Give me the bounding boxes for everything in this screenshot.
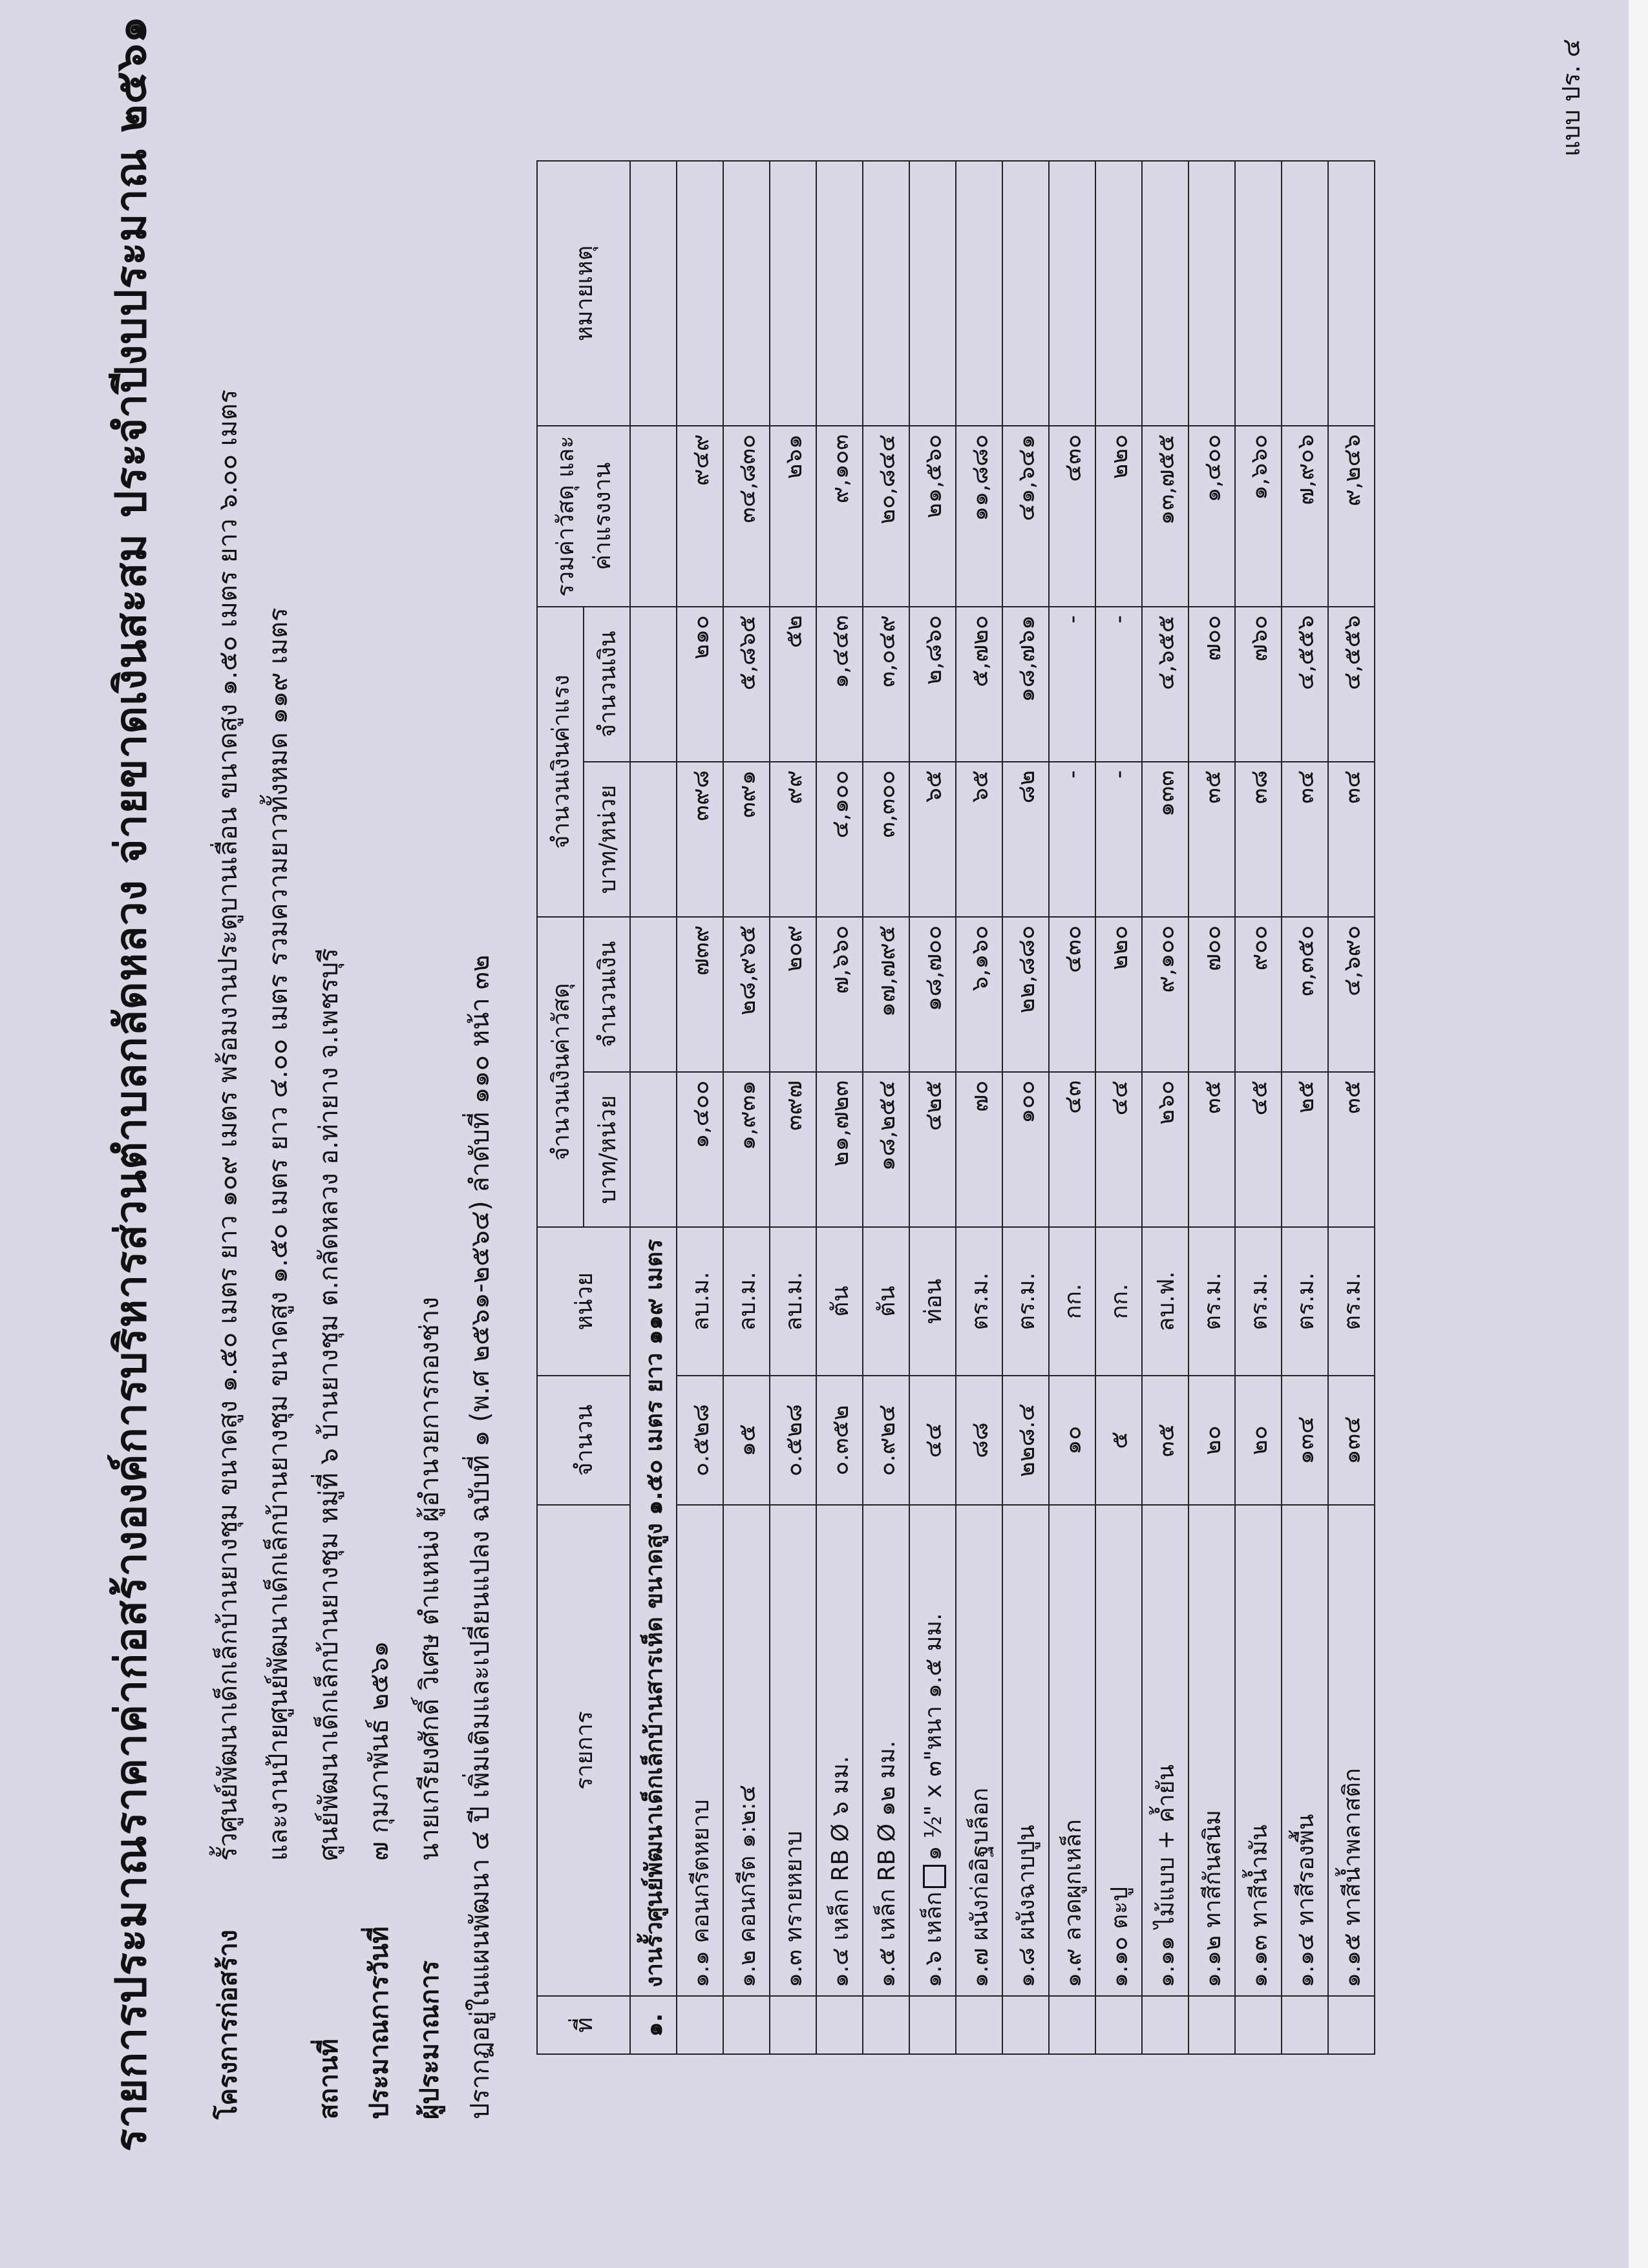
location-row bbox=[308, 390, 349, 2119]
row-remark bbox=[1188, 161, 1235, 426]
row-labor-amount: ๕,๘๖๕ bbox=[723, 607, 770, 762]
row-labor-unit-price: ๓๙๘ bbox=[677, 762, 723, 917]
row-item: ๑.๕ เหล็ก RB Ø ๑๒ มม. bbox=[863, 1505, 909, 1996]
row-unit: ท่อน bbox=[909, 1227, 956, 1376]
row-labor-unit-price: ๓๘ bbox=[1235, 762, 1282, 917]
square-section-icon bbox=[923, 1865, 946, 1888]
estimator-label: ผู้ประมาณการ bbox=[415, 1960, 445, 2119]
row-item: ๑.๑๓ ทาสีน้ำมัน bbox=[1235, 1505, 1282, 1996]
row-qty: ๒๐ bbox=[1188, 1376, 1235, 1505]
row-qty: ๑๓๔ bbox=[1282, 1376, 1328, 1505]
row-unit: ตร.ม. bbox=[1328, 1227, 1375, 1376]
form-code: แบบ ปร. ๔ bbox=[1557, 39, 1585, 157]
header-total: รวมค่าวัสดุ และ ค่าแรงงาน bbox=[537, 426, 630, 607]
row-total: ๔๓๐ bbox=[1049, 426, 1095, 607]
row-unit: ลบ.ฟ. bbox=[1142, 1227, 1188, 1376]
row-remark bbox=[1002, 161, 1049, 426]
row-material-amount: ๗๐๐ bbox=[1188, 917, 1235, 1072]
row-unit: ตร.ม. bbox=[956, 1227, 1002, 1376]
row-unit: ลบ.ม. bbox=[723, 1227, 770, 1376]
row-item: ๑.๙ ลวดผูกเหล็ก bbox=[1049, 1505, 1095, 1996]
row-total: ๑๑,๘๘๐ bbox=[956, 426, 1002, 607]
row-material-amount: ๙,๑๐๐ bbox=[1142, 917, 1188, 1072]
row-unit: ตร.ม. bbox=[1235, 1227, 1282, 1376]
header-no: ที่ bbox=[537, 1996, 630, 2054]
section-no: ๑. bbox=[630, 1996, 677, 2054]
project-label: โครงการก่อสร้าง bbox=[213, 1929, 243, 2119]
row-no bbox=[1002, 1996, 1049, 2054]
row-labor-unit-price: ๖๕ bbox=[909, 762, 956, 917]
row-labor-amount: ๒๑๐ bbox=[677, 607, 723, 762]
row-labor-amount: ๕๒ bbox=[770, 607, 816, 762]
row-qty: ๑๐ bbox=[1049, 1376, 1095, 1505]
row-item: ๑.๑๒ ทาสีกันสนิม bbox=[1188, 1505, 1235, 1996]
table-row bbox=[723, 161, 770, 2054]
table-row bbox=[1095, 161, 1142, 2054]
row-remark bbox=[956, 161, 1002, 426]
row-remark bbox=[723, 161, 770, 426]
table-row bbox=[1282, 161, 1328, 2054]
date-label: ประมาณการวันที่ bbox=[364, 1926, 394, 2119]
row-qty: ๐.๕๒๘ bbox=[770, 1376, 816, 1505]
row-qty: ๑๕ bbox=[723, 1376, 770, 1505]
row-item: ๑.๑ คอนกรีตหยาบ bbox=[677, 1505, 723, 1996]
row-labor-amount: ๗๖๐ bbox=[1235, 607, 1282, 762]
row-material-unit-price: ๓๕ bbox=[1328, 1072, 1375, 1227]
table-row bbox=[1328, 161, 1375, 2054]
header-material: จำนวนเงินค่าวัสดุ bbox=[537, 917, 584, 1227]
row-item: ๑.๗ ผนังก่ออิฐบล็อก bbox=[956, 1505, 1002, 1996]
row-labor-unit-price: - bbox=[1049, 762, 1095, 917]
row-total: ๔๑,๖๔๑ bbox=[1002, 426, 1049, 607]
row-unit: ลบ.ม. bbox=[770, 1227, 816, 1376]
table-row bbox=[1235, 161, 1282, 2054]
row-no bbox=[1235, 1996, 1282, 2054]
table-row bbox=[909, 161, 956, 2054]
row-remark bbox=[1095, 161, 1142, 426]
row-qty: ๐.๙๒๔ bbox=[863, 1376, 909, 1505]
row-remark bbox=[1328, 161, 1375, 426]
row-qty: ๑๓๔ bbox=[1328, 1376, 1375, 1505]
row-item: ๑.๘ ผนังฉาบปูน bbox=[1002, 1505, 1049, 1996]
row-material-unit-price: ๑๐๐ bbox=[1002, 1072, 1049, 1227]
table-row bbox=[863, 161, 909, 2054]
row-material-unit-price: ๒๖๐ bbox=[1142, 1072, 1188, 1227]
row-total: ๒๑,๕๖๐ bbox=[909, 426, 956, 607]
row-labor-amount: ๓,๐๔๙ bbox=[863, 607, 909, 762]
row-material-unit-price: ๑,๔๐๐ bbox=[677, 1072, 723, 1227]
row-material-amount: ๙๐๐ bbox=[1235, 917, 1282, 1072]
row-total: ๙,๒๔๖ bbox=[1328, 426, 1375, 607]
row-labor-unit-price: ๓๙๑ bbox=[723, 762, 770, 917]
row-total: ๑๓,๗๕๕ bbox=[1142, 426, 1188, 607]
row-labor-amount: ๗๐๐ bbox=[1188, 607, 1235, 762]
row-labor-amount: - bbox=[1049, 607, 1095, 762]
row-item: ๑.๔ เหล็ก RB Ø ๖ มม. bbox=[816, 1505, 863, 1996]
row-remark bbox=[863, 161, 909, 426]
row-material-unit-price: ๓๙๗ bbox=[770, 1072, 816, 1227]
row-no bbox=[1049, 1996, 1095, 2054]
row-labor-unit-price: ๖๕ bbox=[956, 762, 1002, 917]
date-row bbox=[358, 390, 399, 2119]
row-material-amount: ๑๗,๗๙๕ bbox=[863, 917, 909, 1072]
row-unit: ตร.ม. bbox=[1002, 1227, 1049, 1376]
project-row bbox=[207, 390, 248, 2119]
header-labor: จำนวนเงินค่าแรง bbox=[537, 607, 584, 917]
row-qty: ๐.๓๕๒ bbox=[816, 1376, 863, 1505]
row-total: ๒๒๐ bbox=[1095, 426, 1142, 607]
row-no bbox=[1328, 1996, 1375, 2054]
row-unit: กก. bbox=[1095, 1227, 1142, 1376]
row-no bbox=[909, 1996, 956, 2054]
header-material-unit-price: บาท/หน่วย bbox=[584, 1072, 630, 1227]
project-row-cont bbox=[257, 390, 299, 2119]
row-remark bbox=[816, 161, 863, 426]
row-labor-unit-price: - bbox=[1095, 762, 1142, 917]
row-labor-unit-price: ๘๒ bbox=[1002, 762, 1049, 917]
table-row bbox=[1049, 161, 1095, 2054]
estimator-value: นายเกรียงศักดิ์ วิเศษ ตำแหน่ง ผู้อำนวยการกองช่าง bbox=[415, 1297, 445, 1861]
header-qty: จำนวน bbox=[537, 1376, 630, 1505]
header-labor-unit-price: บาท/หน่วย bbox=[584, 762, 630, 917]
row-labor-amount: ๑๘,๗๖๑ bbox=[1002, 607, 1049, 762]
section-row bbox=[630, 161, 677, 2054]
section-title: งานรั้วศูนย์พัฒนาเด็กเล็กบ้านสารเห็ด ขนาดสูง ๑.๕๐ เมตร ยาว ๑๑๙ เมตร bbox=[630, 1227, 677, 1996]
cost-table bbox=[536, 160, 1375, 2055]
row-qty: ๘๘ bbox=[956, 1376, 1002, 1505]
row-labor-unit-price: ๔,๑๐๐ bbox=[816, 762, 863, 917]
row-item: ๑.๑๔ ทาสีรองพื้น bbox=[1282, 1505, 1328, 1996]
location-value: ศูนย์พัฒนาเด็กเล็กบ้านยางชุม หมู่ที่ ๖ บ้านยางชุม ต.กลัดหลวง อ.ท่ายาง จ.เพชรบุรี bbox=[314, 948, 344, 1861]
row-labor-unit-price: ๓๔ bbox=[1282, 762, 1328, 917]
row-item: ๑.๑๑ ไม้แบบ + ค้ำยัน bbox=[1142, 1505, 1188, 1996]
row-labor-amount: ๔,๕๕๖ bbox=[1282, 607, 1328, 762]
row-total: ๓๔,๘๓๐ bbox=[723, 426, 770, 607]
row-remark bbox=[1235, 161, 1282, 426]
row-material-unit-price: ๓๕ bbox=[1188, 1072, 1235, 1227]
table-row bbox=[1002, 161, 1049, 2054]
row-qty: ๔๔ bbox=[909, 1376, 956, 1505]
row-material-unit-price: ๔๕ bbox=[1235, 1072, 1282, 1227]
row-item: ๑.๑๕ ทาสีน้ำพลาสติก bbox=[1328, 1505, 1375, 1996]
row-total: ๗,๙๐๖ bbox=[1282, 426, 1328, 607]
row-total: ๙,๑๐๓ bbox=[816, 426, 863, 607]
row-material-amount: ๒๐๙ bbox=[770, 917, 816, 1072]
row-total: ๒๖๑ bbox=[770, 426, 816, 607]
table-row bbox=[1142, 161, 1188, 2054]
row-material-unit-price: ๑๘,๒๕๔ bbox=[863, 1072, 909, 1227]
row-total: ๑,๔๐๐ bbox=[1188, 426, 1235, 607]
row-material-unit-price: ๒๕ bbox=[1282, 1072, 1328, 1227]
row-total: ๙๔๙ bbox=[677, 426, 723, 607]
row-no bbox=[1282, 1996, 1328, 2054]
project-value: รั้วศูนย์พัฒนาเด็กเล็กบ้านยางชุม ขนาดสูง ๑.๕๐ เมตร ยาว ๑๐๙ เมตร พร้อมงานประตูบานเลื่อน ขนาดสูง ๑.๕๐ เมตร ยาว ๖.๐๐ เมตร bbox=[213, 389, 243, 1861]
row-material-amount: ๑๘,๗๐๐ bbox=[909, 917, 956, 1072]
row-qty: ๕ bbox=[1095, 1376, 1142, 1505]
row-labor-amount: ๔,๖๕๕ bbox=[1142, 607, 1188, 762]
row-unit: ลบ.ม. bbox=[677, 1227, 723, 1376]
row-remark bbox=[1282, 161, 1328, 426]
table-row bbox=[816, 161, 863, 2054]
row-labor-amount: ๕,๗๒๐ bbox=[956, 607, 1002, 762]
header-item: รายการ bbox=[537, 1505, 630, 1996]
row-item: ๑.๒ คอนกรีต ๑:๒:๔ bbox=[723, 1505, 770, 1996]
table-row bbox=[677, 161, 723, 2054]
row-remark bbox=[677, 161, 723, 426]
table-row bbox=[770, 161, 816, 2054]
row-qty: ๐.๕๒๘ bbox=[677, 1376, 723, 1505]
row-material-amount: ๒๒,๘๘๐ bbox=[1002, 917, 1049, 1072]
header-unit: หน่วย bbox=[537, 1227, 630, 1376]
row-labor-unit-price: ๑๓๓ bbox=[1142, 762, 1188, 917]
row-material-amount: ๔,๖๙๐ bbox=[1328, 917, 1375, 1072]
row-material-unit-price: ๑,๙๓๑ bbox=[723, 1072, 770, 1227]
row-labor-amount: ๒,๘๖๐ bbox=[909, 607, 956, 762]
row-qty: ๒๐ bbox=[1235, 1376, 1282, 1505]
row-material-amount: ๗,๖๖๐ bbox=[816, 917, 863, 1072]
row-material-unit-price: ๒๑,๗๒๓ bbox=[816, 1072, 863, 1227]
row-total: ๑,๖๖๐ bbox=[1235, 426, 1282, 607]
row-labor-unit-price: ๙๙ bbox=[770, 762, 816, 917]
row-unit: ตัน bbox=[863, 1227, 909, 1376]
plan-row bbox=[459, 390, 500, 2119]
date-value: ๗ กุมภาพันธ์ ๒๕๖๑ bbox=[364, 1641, 394, 1861]
row-no bbox=[816, 1996, 863, 2054]
header-remark: หมายเหตุ bbox=[537, 161, 630, 426]
row-material-unit-price: ๔๓ bbox=[1049, 1072, 1095, 1227]
estimator-row bbox=[408, 390, 450, 2119]
row-no bbox=[1142, 1996, 1188, 2054]
row-unit: ตร.ม. bbox=[1282, 1227, 1328, 1376]
row-labor-amount: ๑,๔๔๓ bbox=[816, 607, 863, 762]
row-labor-amount: ๔,๕๕๖ bbox=[1328, 607, 1375, 762]
row-no bbox=[956, 1996, 1002, 2054]
row-material-amount: ๔๓๐ bbox=[1049, 917, 1095, 1072]
row-remark bbox=[770, 161, 816, 426]
row-unit: ตร.ม. bbox=[1188, 1227, 1235, 1376]
row-no bbox=[770, 1996, 816, 2054]
row-item: ๑.๓ ทรายหยาบ bbox=[770, 1505, 816, 1996]
project-info bbox=[207, 390, 509, 2119]
project-value-cont: และงานป้ายศูนย์พัฒนาเด็กเล็กบ้านยางชุม ขนาดสูง ๑.๕๐ เมตร ยาว ๔.๐๐ เมตร รวมความยาวทั้งหมด ๑๑๙ เมตร bbox=[264, 607, 293, 1861]
table-row bbox=[956, 161, 1002, 2054]
row-no bbox=[1188, 1996, 1235, 2054]
row-total: ๒๐,๘๔๔ bbox=[863, 426, 909, 607]
row-item: ๑.๑๐ ตะปู bbox=[1095, 1505, 1142, 1996]
row-labor-unit-price: ๓๕ bbox=[1188, 762, 1235, 917]
header-labor-amount: จำนวนเงิน bbox=[584, 607, 630, 762]
row-qty: ๒๒๘.๔ bbox=[1002, 1376, 1049, 1505]
header-material-amount: จำนวนเงิน bbox=[584, 917, 630, 1072]
table-row bbox=[1188, 161, 1235, 2054]
plan-value: ปรากฏอยู่ในแผนพัฒนา ๔ ปี เพิ่มเติมและเปลี่ยนแปลง ฉบับที่ ๑ (พ.ศ ๒๕๖๑-๒๕๖๔) ลำดับที่ ๑๑๐ หน้า ๓๒ bbox=[465, 954, 495, 2119]
page-title: รายการประมาณราคาค่าก่อสร้างองค์การบริหารส่วนตำบลกลัดหลวง จ่ายขาดเงินสะสม ประจำปีงบประมาณ ๒๕๖๑ bbox=[106, 15, 156, 2152]
row-qty: ๓๕ bbox=[1142, 1376, 1188, 1505]
row-labor-amount: - bbox=[1095, 607, 1142, 762]
row-no bbox=[863, 1996, 909, 2054]
row-labor-unit-price: ๓,๓๐๐ bbox=[863, 762, 909, 917]
row-labor-unit-price: ๓๔ bbox=[1328, 762, 1375, 917]
row-no bbox=[1095, 1996, 1142, 2054]
row-no bbox=[723, 1996, 770, 2054]
row-material-amount: ๗๓๙ bbox=[677, 917, 723, 1072]
row-item: ๑.๖ เหล็ก๑ ½" x ๓"หนา ๑.๕ มม. bbox=[909, 1505, 956, 1996]
row-material-amount: ๒๘,๙๖๕ bbox=[723, 917, 770, 1072]
location-label: สถานที่ bbox=[314, 2039, 344, 2119]
row-material-unit-price: ๔๒๕ bbox=[909, 1072, 956, 1227]
row-remark bbox=[1049, 161, 1095, 426]
row-material-amount: ๖,๑๖๐ bbox=[956, 917, 1002, 1072]
row-remark bbox=[1142, 161, 1188, 426]
row-material-amount: ๒๒๐ bbox=[1095, 917, 1142, 1072]
row-material-unit-price: ๗๐ bbox=[956, 1072, 1002, 1227]
row-remark bbox=[909, 161, 956, 426]
row-material-amount: ๓,๓๕๐ bbox=[1282, 917, 1328, 1072]
row-unit: กก. bbox=[1049, 1227, 1095, 1376]
row-no bbox=[677, 1996, 723, 2054]
row-material-unit-price: ๔๔ bbox=[1095, 1072, 1142, 1227]
row-unit: ตัน bbox=[816, 1227, 863, 1376]
